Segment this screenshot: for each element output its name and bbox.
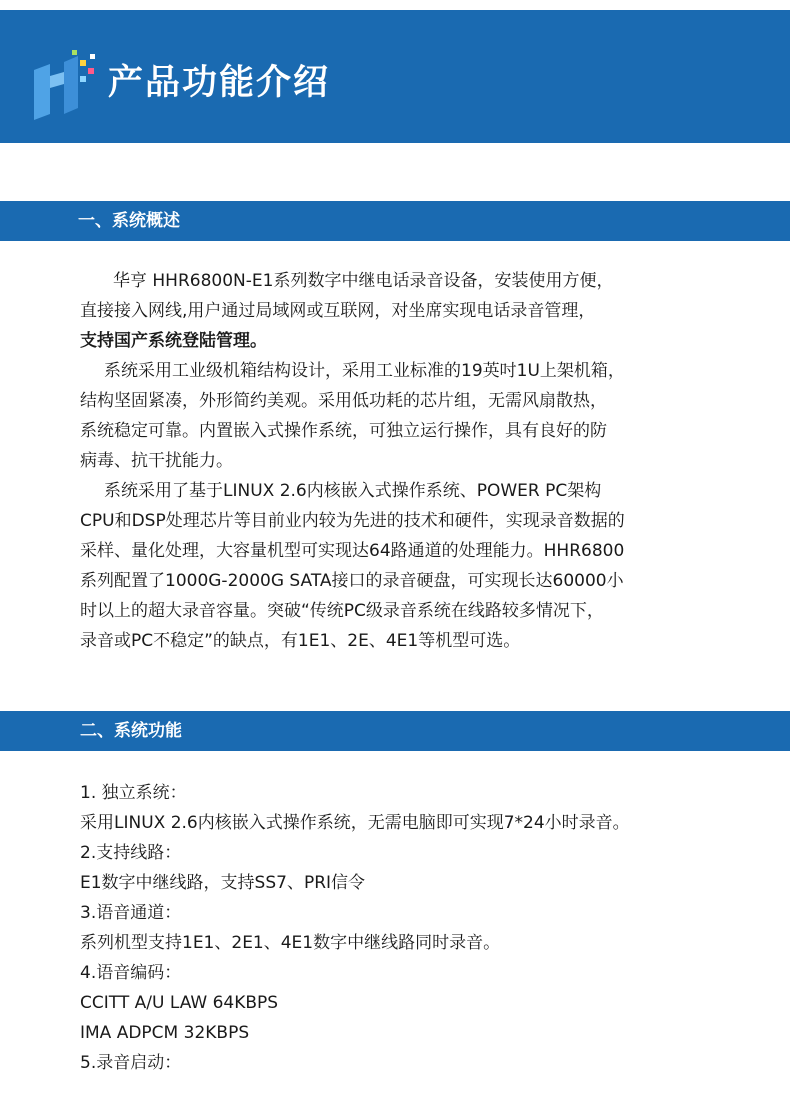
section-title-functions: 二、系统功能 (80, 721, 182, 741)
function-line: 4.语音编码： (80, 963, 182, 983)
function-line: IMA ADPCM 32KBPS (80, 1023, 250, 1043)
overview-line: 系统采用了基于LINUX 2.6内核嵌入式操作系统、POWER PC架构 (104, 481, 602, 501)
section-title-overview: 一、系统概述 (78, 211, 180, 231)
overview-line: 支持国产系统登陆管理。 (80, 331, 267, 351)
overview-line: CPU和DSP处理芯片等目前业内较为先进的技术和硬件，实现录音数据的 (80, 511, 625, 531)
page-header (0, 10, 790, 143)
overview-body (80, 266, 730, 656)
overview-line: 采样、量化处理，大容量机型可实现达64路通道的处理能力。HHR6800 (80, 541, 625, 561)
function-line: CCITT A/U LAW 64KBPS (80, 993, 279, 1013)
page-title: 产品功能介绍 (108, 63, 331, 103)
pixel-logo-icon (30, 50, 100, 120)
function-line: 3.语音通道： (80, 903, 182, 923)
overview-line: 系列配置了1000G-2000G SATA接口的录音硬盘，可实现长达60000小 (80, 571, 624, 591)
overview-line: 系统采用工业级机箱结构设计，采用工业标准的19英吋1U上架机箱， (104, 361, 625, 381)
overview-line: 系统稳定可靠。内置嵌入式操作系统，可独立运行操作，具有良好的防 (80, 421, 607, 441)
functions-body (80, 778, 760, 1078)
overview-line: 病毒、抗干扰能力。 (80, 451, 233, 471)
function-line: E1数字中继线路，支持SS7、PRI信令 (80, 873, 366, 893)
overview-line: 时以上的超大录音容量。突破“传统PC级录音系统在线路较多情况下， (80, 601, 604, 621)
function-line: 5.录音启动： (80, 1053, 182, 1073)
section-bar-overview (0, 201, 790, 241)
function-line: 采用LINUX 2.6内核嵌入式操作系统，无需电脑即可实现7*24小时录音。 (80, 813, 630, 833)
section-bar-functions (0, 711, 790, 751)
overview-line: 结构坚固紧凑，外形简约美观。采用低功耗的芯片组，无需风扇散热， (80, 391, 607, 411)
function-line: 1. 独立系统： (80, 783, 187, 803)
overview-line: 录音或PC不稳定”的缺点，有1E1、2E、4E1等机型可选。 (80, 631, 521, 651)
function-line: 2.支持线路： (80, 843, 182, 863)
overview-line: 直接接入网线,用户通过局域网或互联网，对坐席实现电话录音管理， (80, 301, 596, 321)
overview-line: 华亨 HHR6800N-E1系列数字中继电话录音设备，安装使用方便， (113, 271, 614, 291)
function-line: 系列机型支持1E1、2E1、4E1数字中继线路同时录音。 (80, 933, 501, 953)
